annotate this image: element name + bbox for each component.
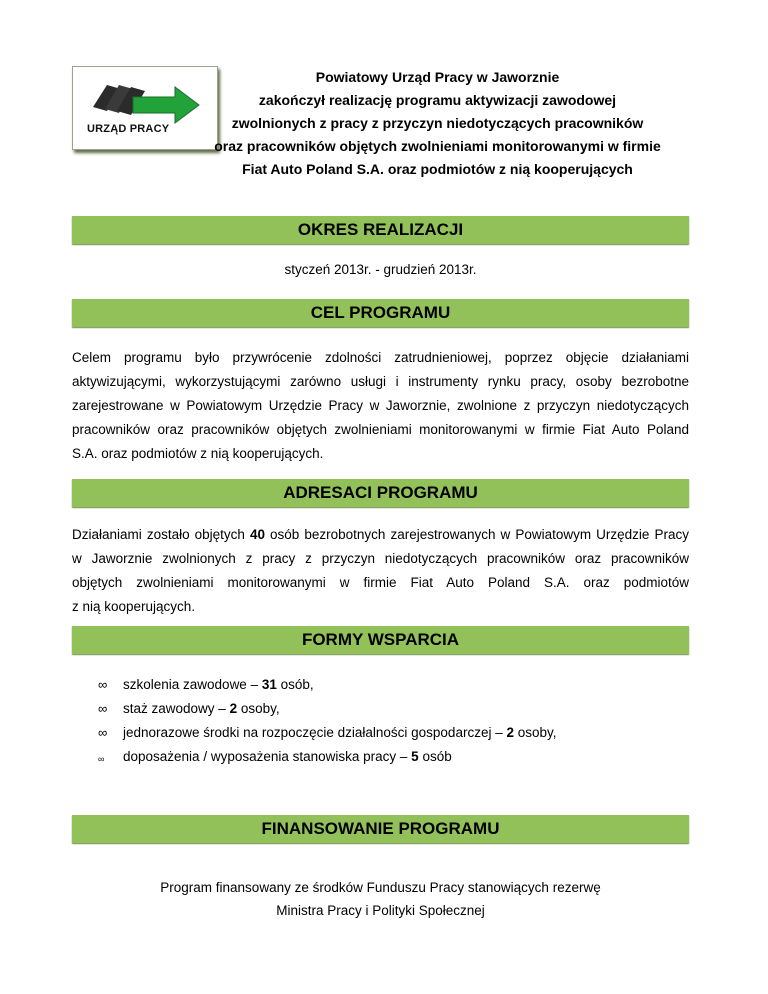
item-text: osoby, [237, 701, 280, 716]
adresaci-text: osób bezrobotnych zarejestrowanych w Powiatowym Urzędzie Pracy [265, 527, 689, 542]
item-text: doposażenia / wyposażenia stanowiska pracy – [123, 749, 412, 764]
cel-line: S.A. oraz podmiotów z nią kooperujących. [72, 446, 324, 461]
logo-text: URZĄD PRACY [87, 123, 170, 135]
item-text: jednorazowe środki na rozpoczęcie działalności gospodarczej – [123, 725, 507, 740]
adresaci-paragraph [72, 523, 689, 619]
okres-dates: styczeń 2013r. - grudzień 2013r. [284, 262, 477, 277]
adresaci-line: objętych zwolnieniami monitorowanymi w firmie Fiat Auto Poland S.A. oraz podmiotów [72, 575, 689, 590]
item-text: osób, [276, 677, 314, 692]
section-title-okres: OKRES REALIZACJI [72, 216, 689, 244]
section-title-finansowanie: FINANSOWANIE PROGRAMU [72, 815, 689, 843]
cel-line: Celem programu było przywrócenie zdolności zatrudnieniowej, poprzez objęcie działaniami [72, 350, 689, 365]
header-line: Fiat Auto Poland S.A. oraz podmiotów z nią kooperujących [242, 161, 633, 177]
formy-list [98, 673, 678, 769]
infinity-bullet-icon: ∞ [98, 701, 108, 716]
logo-graphic-icon [73, 67, 217, 149]
item-count: 2 [229, 701, 238, 716]
list-item [98, 673, 678, 697]
adresaci-line: z nią kooperujących. [72, 599, 196, 614]
item-text: szkolenia zawodowe – [123, 677, 262, 692]
cel-line: zarejestrowane w Powiatowym Urzędzie Pracy w Jaworznie, zwolnione z przyczyn niedotyczących [72, 398, 689, 413]
item-count: 5 [411, 749, 419, 764]
cel-paragraph [72, 346, 689, 466]
item-count: 31 [261, 677, 277, 692]
section-title-adresaci: ADRESACI PROGRAMU [72, 479, 689, 507]
finansowanie-line: Ministra Pracy i Polityki Społecznej [276, 903, 485, 918]
infinity-bullet-icon: ∞ [98, 677, 108, 692]
header-line: zwolnionych z pracy z przyczyn niedotyczących pracowników [231, 115, 644, 131]
adresaci-text: Działaniami zostało objętych [72, 527, 250, 542]
cel-line: pracowników oraz pracowników objętych zwolnieniami monitorowanymi w firmie Fiat Auto Poland [72, 422, 689, 437]
header-line: oraz pracowników objętych zwolnieniami monitorowanymi w firmie [214, 138, 661, 154]
urzad-pracy-logo [72, 66, 218, 150]
section-title-cel: CEL PROGRAMU [72, 299, 689, 327]
page-header [200, 66, 675, 181]
item-count: 2 [506, 725, 514, 740]
adresaci-count: 40 [249, 527, 265, 542]
finansowanie-text [72, 876, 689, 922]
adresaci-line: w Jaworznie zwolnionych z pracy z przyczyn niedotyczących pracowników oraz pracowników [72, 551, 689, 566]
item-text: staż zawodowy – [123, 701, 230, 716]
header-line: zakończył realizację programu aktywizacji zawodowej [258, 92, 617, 108]
infinity-bullet-icon: ∞ [98, 754, 105, 764]
item-text: osób [418, 749, 452, 764]
finansowanie-line: Program finansowany ze środków Funduszu Pracy stanowiących rezerwę [160, 880, 601, 895]
item-text: osoby, [513, 725, 557, 740]
header-line: Powiatowy Urząd Pracy w Jaworznie [315, 69, 560, 85]
section-title-formy: FORMY WSPARCIA [72, 626, 689, 654]
list-item [98, 697, 678, 721]
adresaci-line [72, 523, 689, 547]
cel-line: aktywizującymi, wykorzystującymi zarówno usługi i instrumenty rynku pracy, osoby bezrobotne [72, 374, 689, 389]
list-item [98, 721, 678, 745]
list-item [98, 745, 678, 769]
infinity-bullet-icon: ∞ [98, 725, 108, 740]
